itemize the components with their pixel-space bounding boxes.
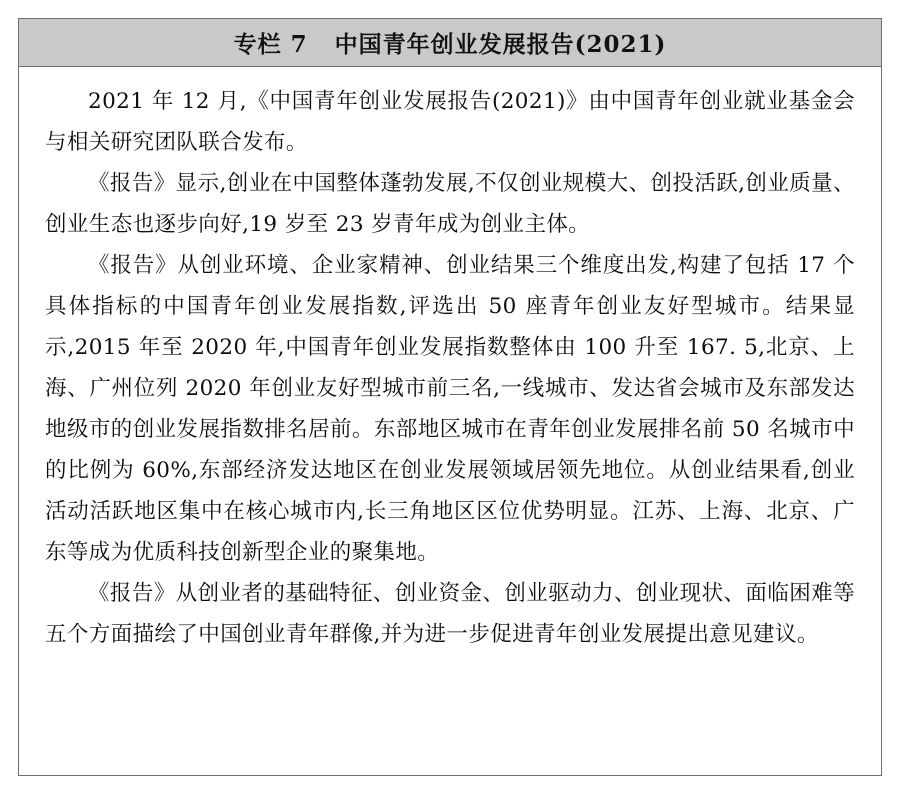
paragraph: 《报告》从创业者的基础特征、创业资金、创业驱动力、创业现状、面临困难等五个方面描绘了中国创业青年群像,并为进一步促进青年创业发展提出意见建议。 <box>45 581 855 647</box>
paragraph: 2021 年 12 月,《中国青年创业发展报告(2021)》由中国青年创业就业基金会与相关研究团队联合发布。 <box>45 89 855 155</box>
feature-box-header <box>19 19 881 67</box>
paragraph: 《报告》从创业环境、企业家精神、创业结果三个维度出发,构建了包括 17 个具体指标的中国青年创业发展指数,评选出 50 座青年创业友好型城市。结果显示,2015 年至 2020 年,中国青年创业发展指数整体由 100 升至 167. 5,北京、上海、广州位列 2020 年创业友好型城市前三名,一线城市、发达省会城市及东部发达地级市的创业发展指数排名居前。东部地区城市在青年创业发展排名前 50 名城市中的比例为 60%,东部经济发达地区在创业发展领域居领先地位。从创业结果看,创业活动活跃地区集中在核心城市内,长三角地区区位优势明显。江苏、上海、北京、广东等成为优质科技创新型企业的聚集地。 <box>45 253 855 565</box>
feature-box-title: 专栏 7 中国青年创业发展报告(2021) <box>233 31 667 58</box>
feature-box-body <box>19 67 881 665</box>
feature-box <box>18 18 882 776</box>
paragraph: 《报告》显示,创业在中国整体蓬勃发展,不仅创业规模大、创投活跃,创业质量、创业生态也逐步向好,19 岁至 23 岁青年成为创业主体。 <box>45 171 855 237</box>
